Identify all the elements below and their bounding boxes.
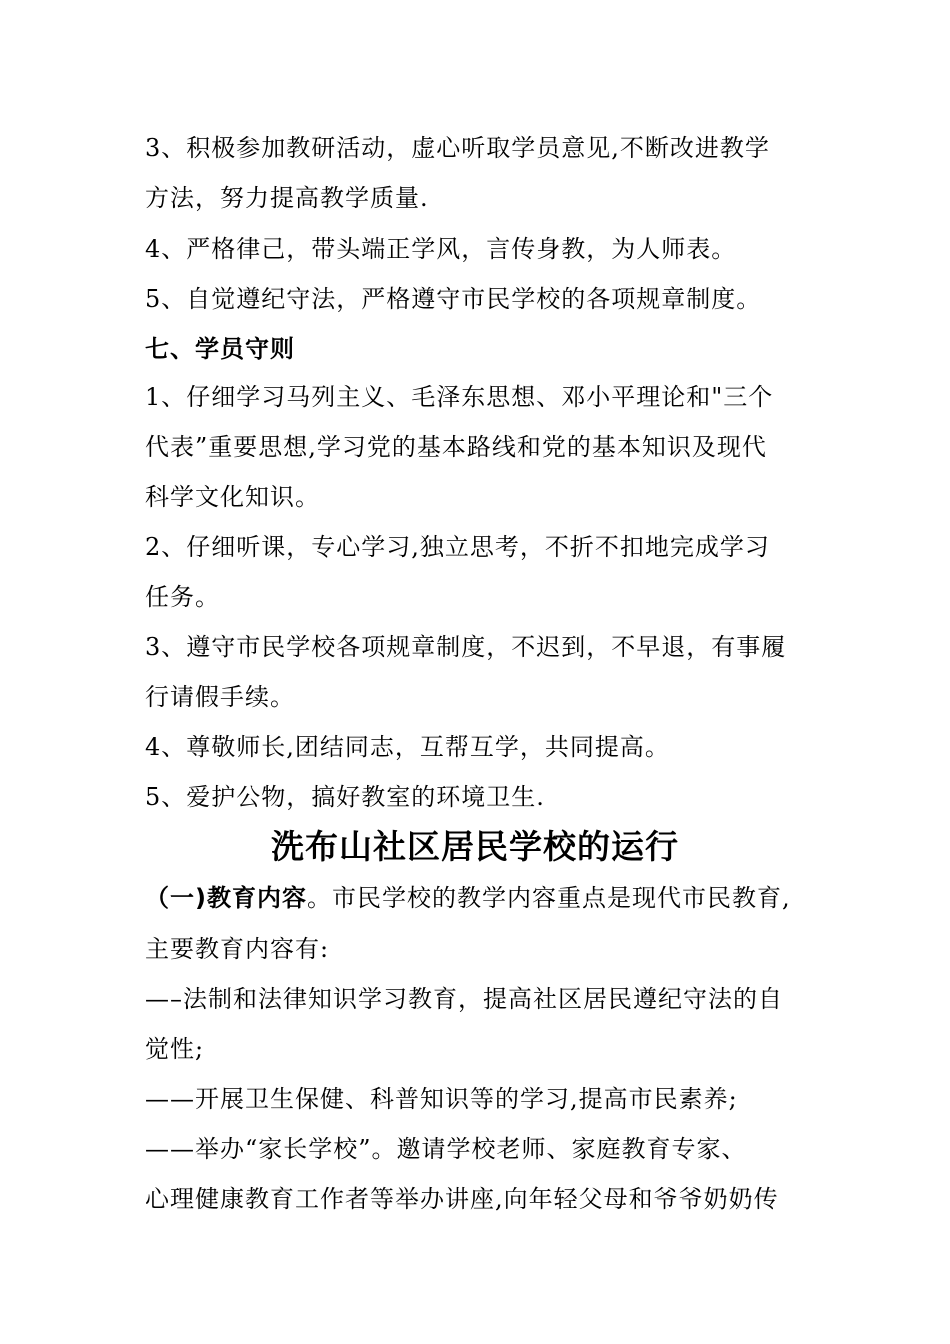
text-line: 行请假手续。: [145, 683, 295, 711]
text-line: 任务。: [145, 583, 220, 611]
text-line: ——开展卫生保健、科普知识等的学习,提高市民素养;: [145, 1085, 738, 1113]
text-line: 5、自觉遵纪守法，严格遵守市民学校的各项规章制度。: [145, 285, 762, 313]
text-line: 代表”重要思想,学习党的基本路线和党的基本知识及现代: [145, 433, 767, 461]
text-line: —–法制和法律知识学习教育，提高社区居民遵纪守法的自: [145, 985, 783, 1013]
text-line: 1、仔细学习马列主义、毛泽东思想、邓小平理论和"三个: [145, 383, 774, 411]
text-line: 心理健康教育工作者等举办讲座,向年轻父母和爷爷奶奶传: [145, 1185, 779, 1213]
text-line: ——举办“家长学校”。邀请学校老师、家庭教育专家、: [145, 1135, 747, 1163]
text-line: 方法，努力提高教学质量.: [145, 184, 429, 212]
content-lead-rest: 。市民学校的教学内容重点是现代市民教育,: [306, 884, 791, 912]
text-line: 科学文化知识。: [145, 483, 320, 511]
text-line: 3、遵守市民学校各项规章制度，不迟到，不早退，有事履: [145, 633, 787, 661]
text-line: 主要教育内容有:: [145, 935, 330, 963]
content-lead: （一)教育内容: [145, 884, 307, 912]
text-line: 4、严格律己，带头端正学风，言传身教，为人师表。: [145, 235, 737, 263]
text-line: 4、尊敬师长,团结同志，互帮互学，共同提高。: [145, 733, 670, 761]
page-title: 洗布山社区居民学校的运行: [271, 827, 679, 866]
text-line: 2、仔细听课，专心学习,独立思考，不折不扣地完成学习: [145, 533, 770, 561]
text-line: [145, 882, 815, 914]
text-line: 3、积极参加教研活动，虚心听取学员意见,不断改进教学: [145, 134, 770, 162]
text-line: 觉性;: [145, 1035, 205, 1063]
section-heading: 七、学员守则: [145, 335, 295, 363]
text-line: 5、爱护公物，搞好教室的环境卫生.: [145, 783, 545, 811]
